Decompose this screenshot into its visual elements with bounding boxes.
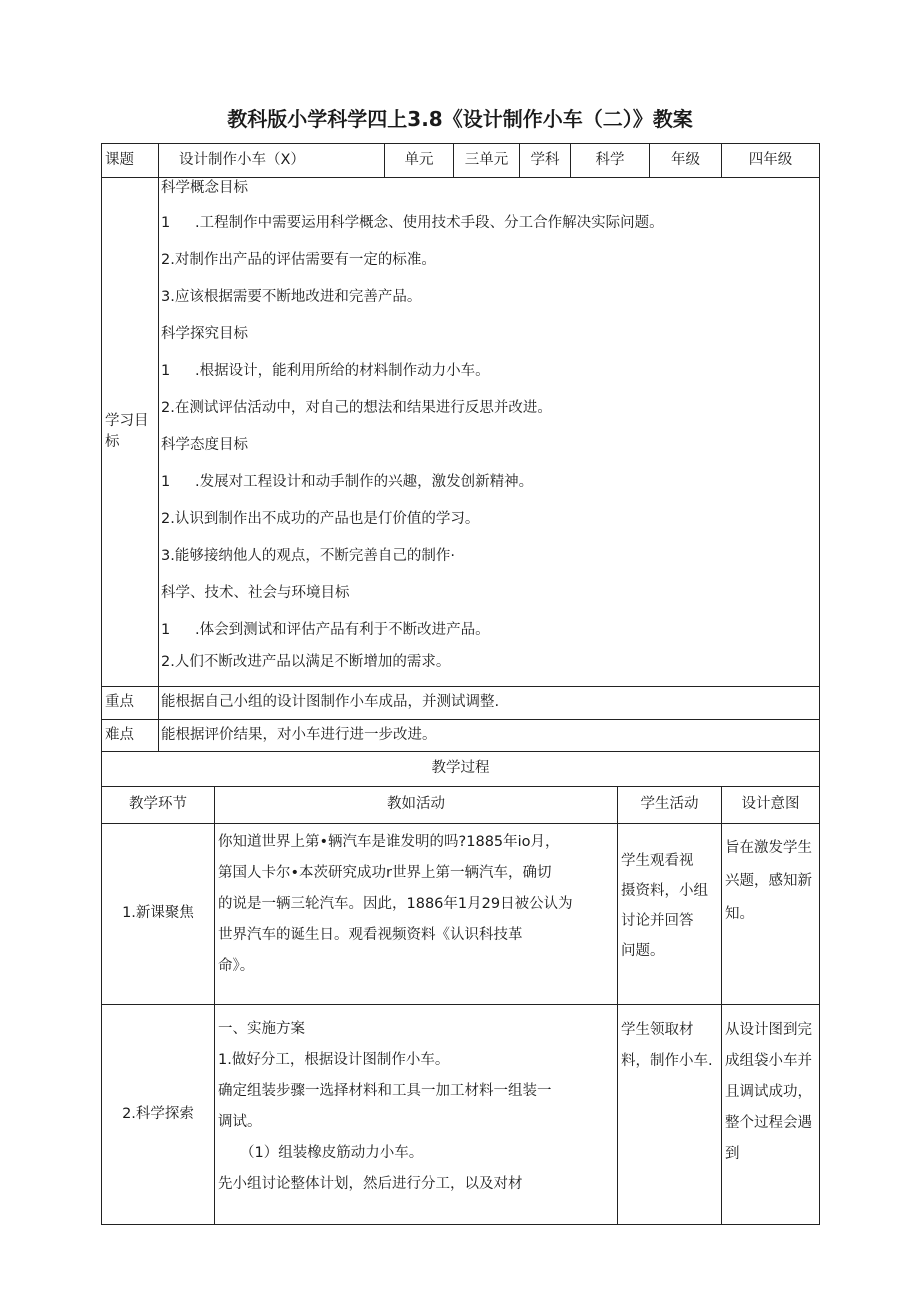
key-point-label: 重点 [102,687,159,720]
student-activity-cell: 学生领取材 料，制作小车. [618,1005,722,1225]
objectives-content [159,178,820,687]
inquiry-item-2: 2.在测试评估活动中，对自己的想法和结果进行反思并改进。 [161,400,552,416]
subject-label: 学科 [520,144,571,178]
stage-cell: 2.科学探索 [102,1005,215,1225]
attitude-item-2: 2.认识到制作出不成功的产品也是仃价值的学习。 [161,511,480,527]
col-teacher: 教如活动 [215,787,618,824]
inquiry-item-1: 1 .根据设计，能利用所给的材料制作动力小车。 [161,363,490,379]
attitude-heading: 科学态度目标 [161,437,248,453]
student-activity-cell: 学生观看视 摄资料，小组 讨论并回答 问题。 [618,824,722,1005]
intent-cell: 从设计图到完 成组袋小车并 且调试成功， 整个过程会遇 到 [722,1005,820,1225]
attitude-item-3: 3.能够接纳他人的观点，不断完善自己的制作· [161,548,455,564]
grade-value: 四年级 [722,144,820,178]
inquiry-heading: 科学探究目标 [161,326,248,342]
col-stage: 教学环节 [102,787,215,824]
process-heading-row [102,752,820,787]
col-student: 学生活动 [618,787,722,824]
objectives-label [102,178,159,687]
lesson-value: 设计制作小车（X） [159,144,385,178]
unit-value: 三单元 [454,144,520,178]
process-heading: 教学过程 [102,752,820,787]
objectives-row [102,178,820,687]
header-row [102,144,820,178]
attitude-item-1: 1 .发展对工程设计和动手制作的兴趣，激发创新精神。 [161,474,534,490]
lesson-plan-table [101,143,820,1225]
lesson-label: 课题 [102,144,159,178]
process-row [102,1005,820,1225]
unit-label: 单元 [385,144,454,178]
process-header-row [102,787,820,824]
objectives-label-line2: 标 [105,434,120,450]
concept-item-1: 1 .工程制作中需要运用科学概念、使用技术手段、分工合作解决实际问题。 [161,215,664,231]
sts-item-1: 1 .体会到测试和评估产品有利于不断改进产品。 [161,622,490,638]
page-title: 教科版小学科学四上3.8《设计制作小车（二）》教案 [227,107,693,131]
difficult-point-value: 能根据评价结果，对小车进行进一步改进。 [159,720,820,752]
intent-cell: 旨在激发学生 兴题，感知新 知。 [722,824,820,1005]
concept-heading: 科学概念目标 [161,180,248,196]
teacher-activity-cell: 你知道世界上第•辆汽车是谁发明的吗?1885年io月， 第国人卡尔•本茨研究成功r世界上第一辆汽车，确切 的说是一辆三轮汽车。因此，1886年1月29日被公认为 世界汽车的诞生日。观看视频资料《认识科技革 命》。 [215,824,618,1005]
grade-label: 年级 [650,144,722,178]
col-intent: 设计意图 [722,787,820,824]
difficult-point-label: 难点 [102,720,159,752]
sts-item-2: 2.人们不断改进产品以满足不断增加的需求。 [161,654,451,670]
concept-item-2: 2.对制作出产品的评估需要有一定的标准。 [161,252,436,268]
difficult-point-row [102,720,820,752]
stage-cell: 1.新课聚焦 [102,824,215,1005]
key-point-value: 能根据自己小组的设计图制作小车成品，并测试调整. [159,687,820,720]
key-point-row [102,687,820,720]
teacher-activity-cell: 一、实施方案 1.做好分工，根据设计图制作小车。 确定组装步骤一选择材料和工具一加工材料一组装一 调试。 （1）组装橡皮筋动力小车。 先小组讨论整体计划，然后进行分工，以及对材 [215,1005,618,1225]
subject-value: 科学 [571,144,650,178]
objectives-label-line1: 学习目 [105,412,149,429]
concept-item-3: 3.应该根据需要不断地改进和完善产品。 [161,289,422,305]
sts-heading: 科学、技术、社会与环境目标 [161,585,350,601]
process-row [102,824,820,1005]
